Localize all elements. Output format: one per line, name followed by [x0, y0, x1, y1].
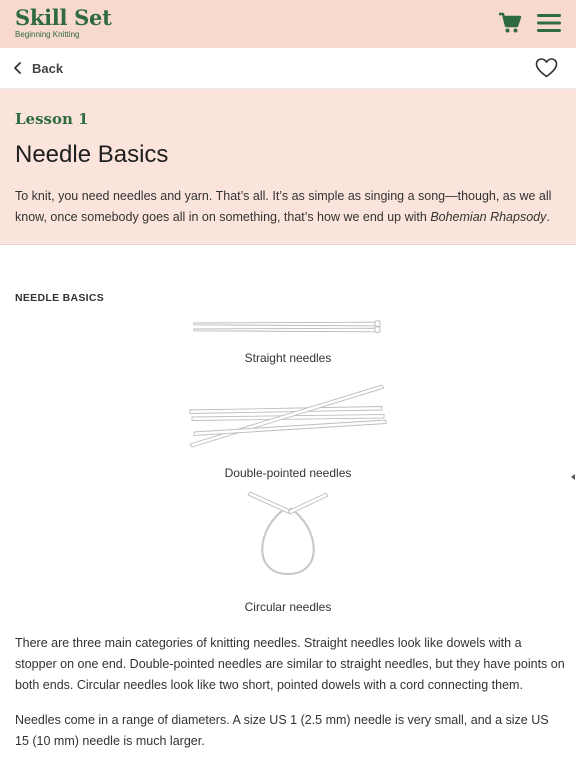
lesson-intro-end: .: [546, 210, 550, 224]
double-pointed-needles-illustration: [186, 382, 390, 450]
shopping-cart-icon: [498, 12, 522, 34]
lesson-intro: [15, 186, 563, 228]
hamburger-menu-icon: [537, 13, 561, 33]
section-heading: NEEDLE BASICS: [15, 292, 105, 304]
double-pointed-needles-figure: [186, 382, 390, 450]
figure-caption-circular: Circular needles: [244, 600, 332, 614]
figure-caption-double-pointed: Double-pointed needles: [224, 466, 352, 480]
circular-needles-illustration: [246, 490, 330, 580]
body-paragraph: There are three main categories of knitting needles. Straight needles look like dowels with a stopper on one end. Double-pointed needles are similar to straight needles, but they have points on both ends. Circular needles look like two short, pointed dowels with a cord connecting them.: [15, 636, 565, 692]
back-label: Back: [32, 60, 64, 76]
back-button[interactable]: [12, 58, 63, 78]
app-header: [0, 0, 576, 48]
favorite-button[interactable]: [535, 57, 558, 79]
straight-needles-illustration: [190, 318, 386, 336]
cart-button[interactable]: [498, 12, 522, 34]
heart-outline-icon: [535, 57, 558, 79]
lesson-number: Lesson 1: [15, 110, 89, 128]
brand-tagline: Beginning Knitting: [15, 30, 80, 39]
straight-needles-figure: [190, 318, 386, 336]
lesson-intro-text: To knit, you need needles and yarn. That’s all. It’s as simple as singing a song—though, as we all know, once somebody goes all in on something, that’s how we end up with: [15, 189, 552, 224]
scroll-edge-indicator: [571, 474, 575, 480]
menu-button[interactable]: [537, 13, 561, 33]
brand-logo[interactable]: Skill Set: [15, 5, 112, 30]
body-paragraph: Needles come in a range of diameters. A size US 1 (2.5 mm) needle is very small, and a size US 15 (10 mm) needle is much larger.: [15, 713, 549, 748]
lesson-intro-emphasis: Bohemian Rhapsody: [430, 210, 547, 224]
lesson-header: [0, 89, 576, 245]
chevron-left-icon: [12, 61, 24, 75]
lesson-title: Needle Basics: [15, 141, 169, 168]
figure-caption-straight: Straight needles: [244, 351, 332, 365]
navigation-bar: [0, 48, 576, 89]
circular-needles-figure: [246, 490, 330, 580]
